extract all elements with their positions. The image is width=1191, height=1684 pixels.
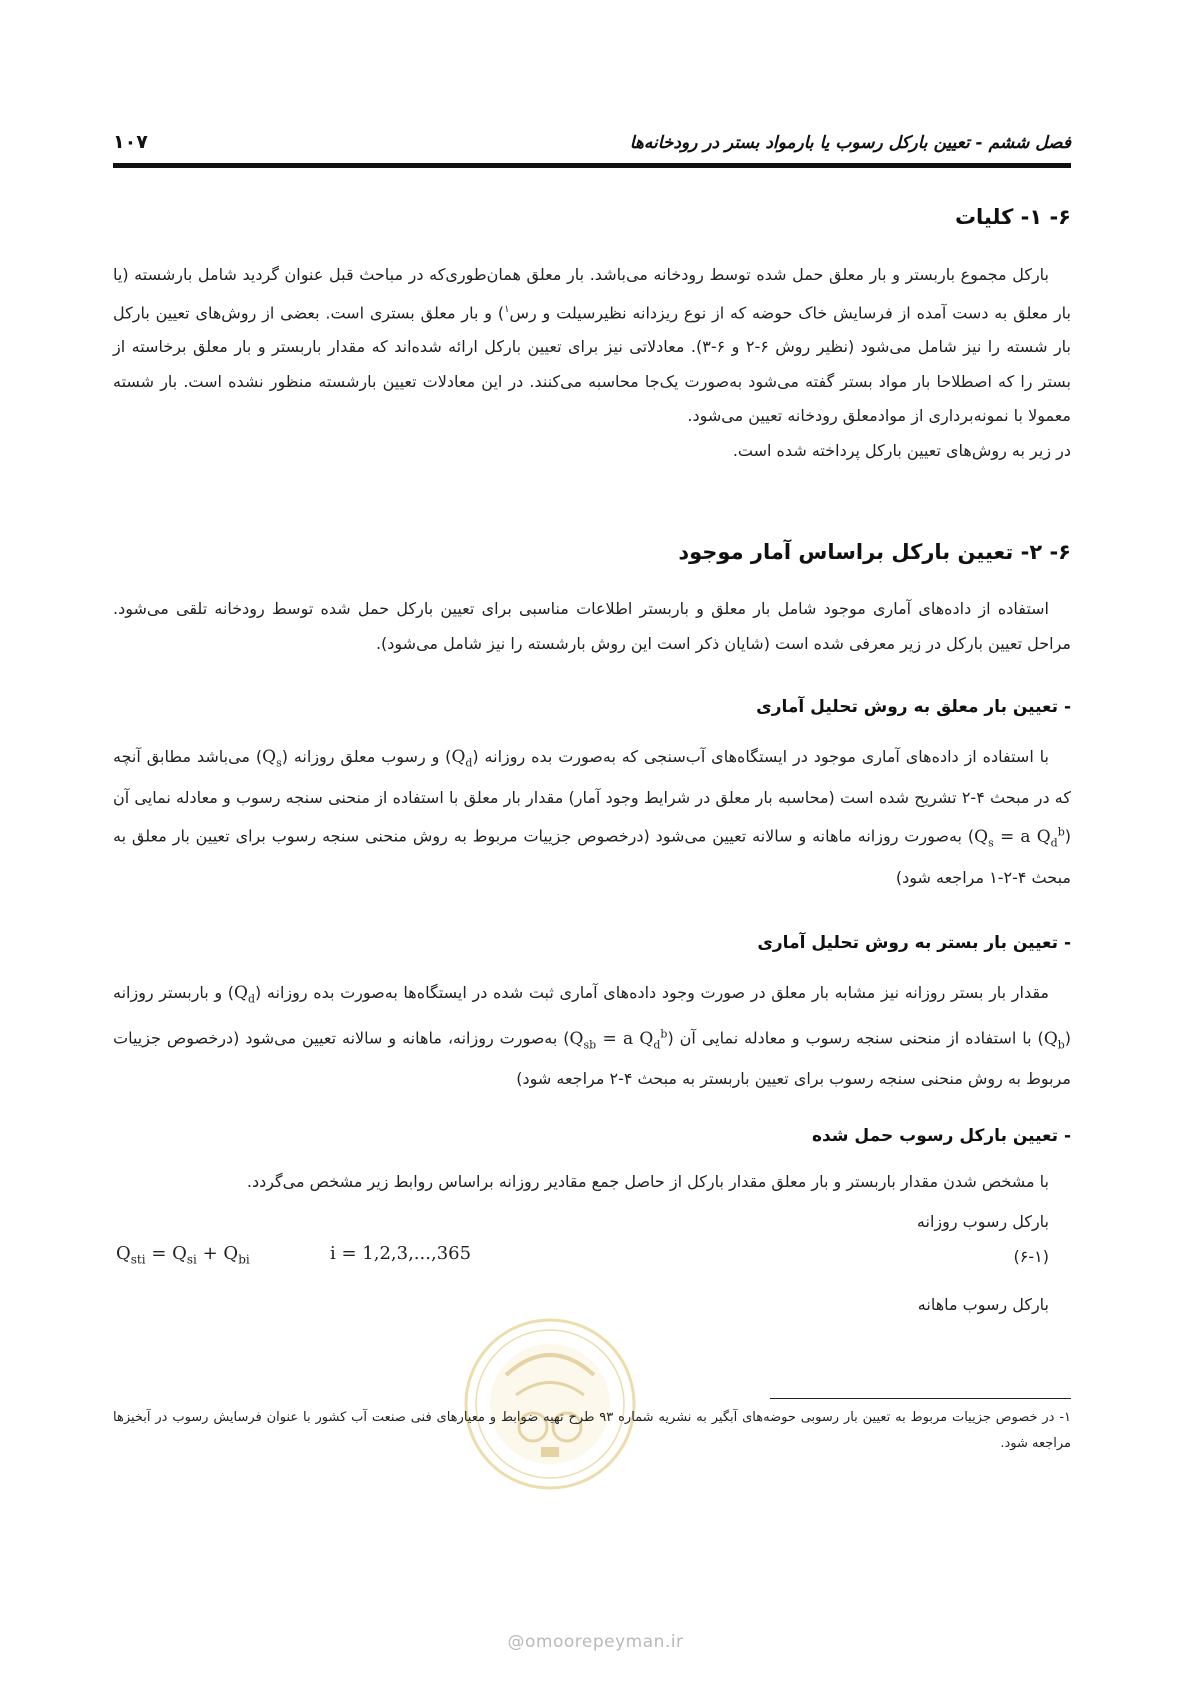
section-heading-statistics: ۶- ۲- تعیین بارکل براساس آمار موجود xyxy=(678,540,1071,564)
equation-daily-total-load: $Q_{sti} = Q_{si} + Q_{bi}$ xyxy=(116,1243,250,1267)
footnote-ref: ۱ xyxy=(504,303,510,315)
math-rating-curve-eq: $Q_s = a$ $Q_d^b$ xyxy=(974,825,1065,850)
section-general-text xyxy=(113,258,1071,468)
paragraph: مقدار بار بستر روزانه نیز مشابه بار معلق در صورت وجود داده‌های آماری ثبت شده در ایستگاه‌ها به‌صورت بده روزانه $(Q_d)$ و باربستر روزانه $(Q_b)$ با استفاده از منحنی سنجه رسوب و معادله نمایی آن ($Q_{sb} = a$ $Q_d^b$) به‌صورت روزانه، ماهانه و سالانه تعیین می‌شود (درخصوص جزییات مربوط به روش منحنی سنجه رسوب برای تعیین باربستر به مبحث ۴-۲ مراجعه شود) xyxy=(113,983,1072,1089)
section-heading-general: ۶- ۱- کلیات xyxy=(954,205,1071,229)
paragraph: بارکل مجموع باربستر و بار معلق حمل شده توسط رودخانه می‌باشد. بار معلق همان‌طوری‌که در مباحث قبل عنوان گردید شامل بارشسته (یا بار معلق به دست آمده از فرسایش خاک حوضه که از نوع ریزدانه نظیرسیلت و رس$^۱$) و بار معلق بستری است. بعضی از روش‌های تعیین بارکل بار شسته را نیز شامل می‌شود (نظیر روش ۶-۲ و ۶-۳). معادلاتی نیز برای تعیین بارکل ارائه شده‌اند که مقدار باربستر و بار معلق برخاسته از بستر را که اصطلاحا بار مواد بستر گفته می‌شود به‌صورت یک‌جا محاسبه می‌کنند. در این معادلات تعیین بارشسته منظور نشده است. بار شسته معمولا با نمونه‌برداری از موادمعلق رودخانه تعیین می‌شود. xyxy=(113,265,1071,426)
math-bedload-rating-eq: $Q_{sb} = a$ $Q_d^b$ xyxy=(569,1026,668,1051)
paragraph: با استفاده از داده‌های آماری موجود در ایستگاه‌های آب‌سنجی که به‌صورت بده روزانه $(Q_d)$ و رسوب معلق روزانه $(Q_s)$ می‌باشد مطابق آنچه که در مبحث ۴-۲ تشریح شده است (محاسبه بار معلق در شرایط وجود آمار) مقدار بار معلق با استفاده از منحنی سنجه رسوب و معادله نمایی آن ($Q_s = a$ $Q_d^b$) به‌صورت روزانه ماهانه و سالانه تعیین می‌شود (درخصوص جزییات مربوط به روش منحنی سنجه رسوب برای تعیین بار معلق به مبحث ۴-۲-۱ مراجعه شود) xyxy=(113,747,1072,887)
equation-index-range: i = 1,2,3,...,365 xyxy=(330,1243,472,1264)
running-header-title: فصل ششم - تعیین بارکل رسوب یا بارمواد بستر در رودخانه‌ها xyxy=(629,133,1071,153)
math-Qb: $Q_b$ xyxy=(1043,1028,1065,1051)
math-Qs: $Q_s$ xyxy=(262,747,282,770)
publisher-seal-watermark xyxy=(461,1315,639,1493)
math-Qd: $Q_d$ xyxy=(451,747,473,770)
total-load-text: با مشخص شدن مقدار باربستر و بار معلق مقدار بارکل از حاصل جمع مقادیر روزانه براساس روابط زیر مشخص می‌گردد. xyxy=(246,1172,1049,1191)
monthly-total-load-label: بارکل رسوب ماهانه xyxy=(917,1295,1049,1314)
footnote xyxy=(113,1405,1071,1457)
page-number: ۱۰۷ xyxy=(113,131,148,153)
paragraph: استفاده از داده‌های آماری موجود شامل بار معلق و باربستر اطلاعات مناسبی برای تعیین بارکل حمل شده توسط رودخانه تلقی می‌شود. مراحل تعیین بارکل در زیر معرفی شده است (شایان ذکر است این روش بارشسته را نیز شامل می‌شود). xyxy=(113,599,1071,653)
paragraph: در زیر به روش‌های تعیین بارکل پرداخته شده است. xyxy=(732,440,1071,460)
subheading-suspended-load: - تعیین بار معلق به روش تحلیل آماری xyxy=(756,697,1071,717)
footnote-separator xyxy=(770,1398,1071,1399)
suspended-load-text xyxy=(113,740,1071,895)
watermark-url: @omoorepeyman.ir xyxy=(507,1632,684,1652)
subheading-total-load: - تعیین بارکل رسوب حمل شده xyxy=(811,1126,1071,1146)
subheading-bed-load: - تعیین بار بستر به روش تحلیل آماری xyxy=(757,933,1071,953)
bed-load-text xyxy=(113,976,1071,1097)
equation-number: (۶-۱) xyxy=(1013,1247,1049,1266)
section-statistics-text xyxy=(113,592,1071,661)
math-Qd: $Q_d$ xyxy=(234,983,256,1006)
header-rule xyxy=(113,163,1071,168)
footnote-text: ۱- در خصوص جزییات مربوط به تعیین بار رسوبی حوضه‌های آبگیر به نشریه شماره ۹۳ طرح تهیه ضوابط و معیارهای فنی صنعت آب کشور با عنوان فرسایش رسوب در آبخیزها مراجعه شود. xyxy=(113,1410,1071,1451)
daily-total-load-label: بارکل رسوب روزانه xyxy=(916,1212,1049,1231)
